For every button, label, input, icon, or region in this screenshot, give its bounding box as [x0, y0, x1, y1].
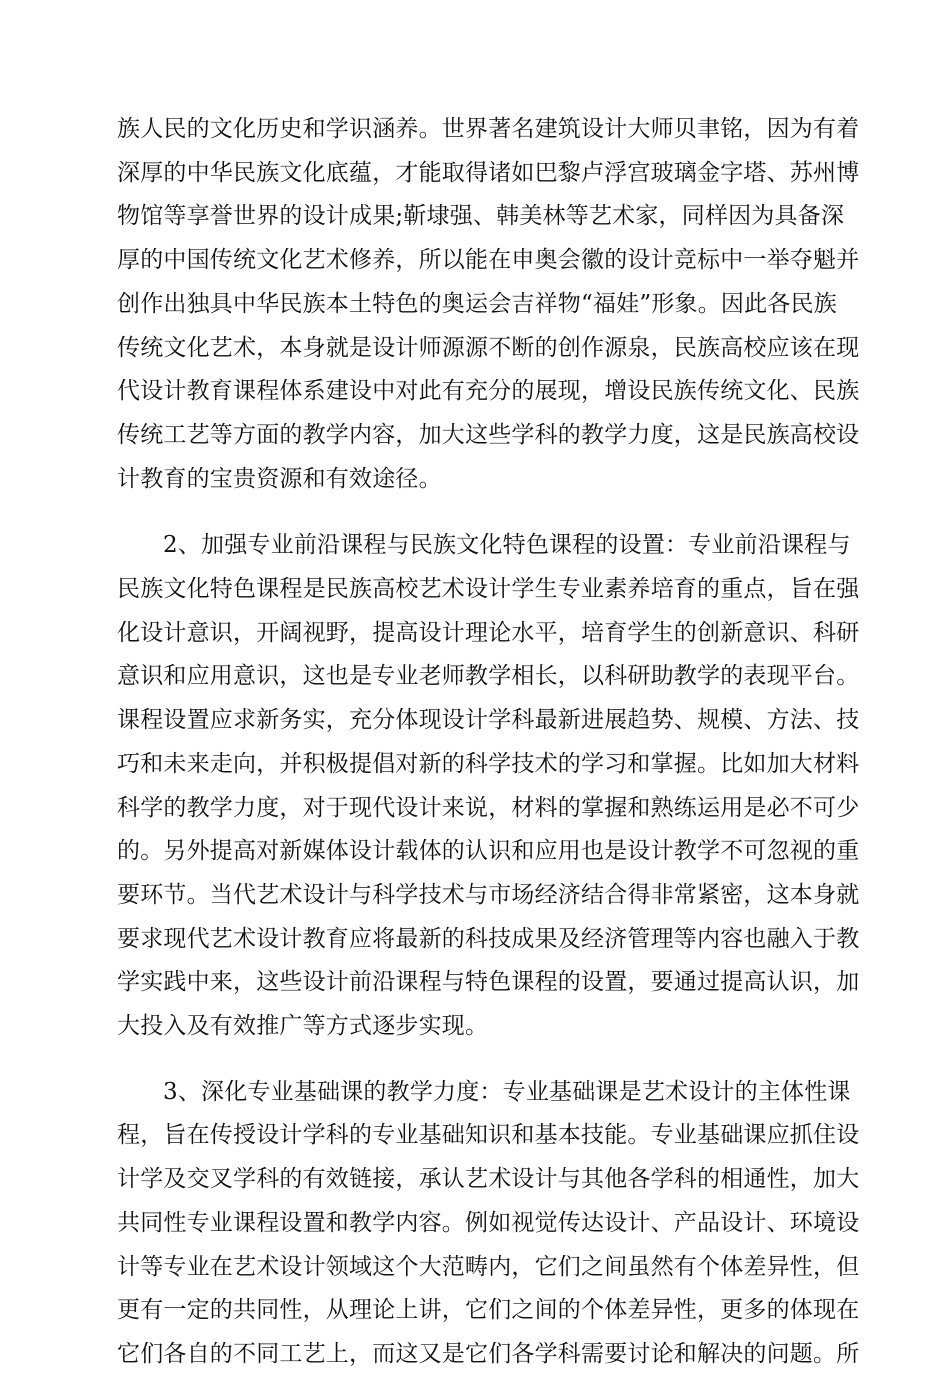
text-line: 更有一定的共同性，从理论上讲，它们之间的个体差异性，更多的体现在 [117, 1297, 860, 1324]
text-line: 化设计意识，开阔视野，提高设计理论水平，培育学生的创新意识、科研 [117, 619, 860, 646]
text-line: 科学的教学力度，对于现代设计来说，材料的掌握和熟练运用是必不可少 [117, 794, 860, 821]
text-line: 传统工艺等方面的教学内容，加大这些学科的教学力度，这是民族高校设 [117, 421, 860, 448]
text-line: 意识和应用意识，这也是专业老师教学相长，以科研助教学的表现平台。 [117, 663, 860, 690]
text-line: 计等专业在艺术设计领域这个大范畴内，它们之间虽然有个体差异性，但 [117, 1253, 860, 1280]
text-line: 物馆等享誉世界的设计成果;靳埭强、韩美林等艺术家，同样因为具备深 [117, 203, 845, 230]
text-line: 计学及交叉学科的有效链接，承认艺术设计与其他各学科的相通性，加大 [117, 1166, 860, 1193]
text-line: 族人民的文化历史和学识涵养。世界著名建筑设计大师贝聿铭，因为有着 [117, 116, 860, 142]
text-line: 3、深化专业基础课的教学力度：专业基础课是艺术设计的主体性课 [163, 1078, 851, 1105]
text-line: 要环节。当代艺术设计与科学技术与市场经济结合得非常紧密，这本身就 [117, 881, 860, 908]
text-line: 学实践中来，这些设计前沿课程与特色课程的设置，要通过提高认识，加 [117, 969, 860, 996]
text-line: 创作出独具中华民族本土特色的奥运会吉祥物“福娃”形象。因此各民族 [117, 290, 837, 317]
text-line: 2、加强专业前沿课程与民族文化特色课程的设置：专业前沿课程与 [163, 532, 851, 559]
document-body [117, 108, 860, 1377]
paragraph-2 [117, 524, 860, 1048]
text-line: 厚的中国传统文化艺术修养，所以能在申奥会徽的设计竞标中一举夺魁并 [117, 247, 860, 274]
text-line: 它们各自的不同工艺上，而这又是它们各学科需要讨论和解决的问题。所 [117, 1340, 860, 1367]
text-line: 民族文化特色课程是民族高校艺术设计学生专业素养培育的重点，旨在强 [117, 576, 860, 603]
text-line: 程，旨在传授设计学科的专业基础知识和基本技能。专业基础课应抓住设 [117, 1122, 860, 1149]
text-line: 传统文化艺术，本身就是设计师源源不断的创作源泉，民族高校应该在现 [117, 334, 860, 361]
text-line: 要求现代艺术设计教育应将最新的科技成果及经济管理等内容也融入于教 [117, 925, 860, 952]
text-line: 巧和未来走向，并积极提倡对新的科学技术的学习和掌握。比如加大材料 [117, 750, 860, 777]
text-line: 课程设置应求新务实，充分体现设计学科最新进展趋势、规模、方法、技 [117, 707, 860, 734]
text-line: 代设计教育课程体系建设中对此有充分的展现，增设民族传统文化、民族 [117, 378, 860, 405]
text-line: 共同性专业课程设置和教学内容。例如视觉传达设计、产品设计、环境设 [117, 1209, 860, 1236]
text-line: 计教育的宝贵资源和有效途径。 [117, 465, 442, 492]
text-line: 深厚的中华民族文化底蕴，才能取得诸如巴黎卢浮宫玻璃金字塔、苏州博 [117, 159, 860, 186]
text-line: 大投入及有效推广等方式逐步实现。 [117, 1013, 489, 1040]
text-line: 的。另外提高对新媒体设计载体的认识和应用也是设计教学不可忽视的重 [117, 838, 860, 865]
paragraph-1 [117, 108, 860, 501]
paragraph-3 [117, 1071, 860, 1377]
